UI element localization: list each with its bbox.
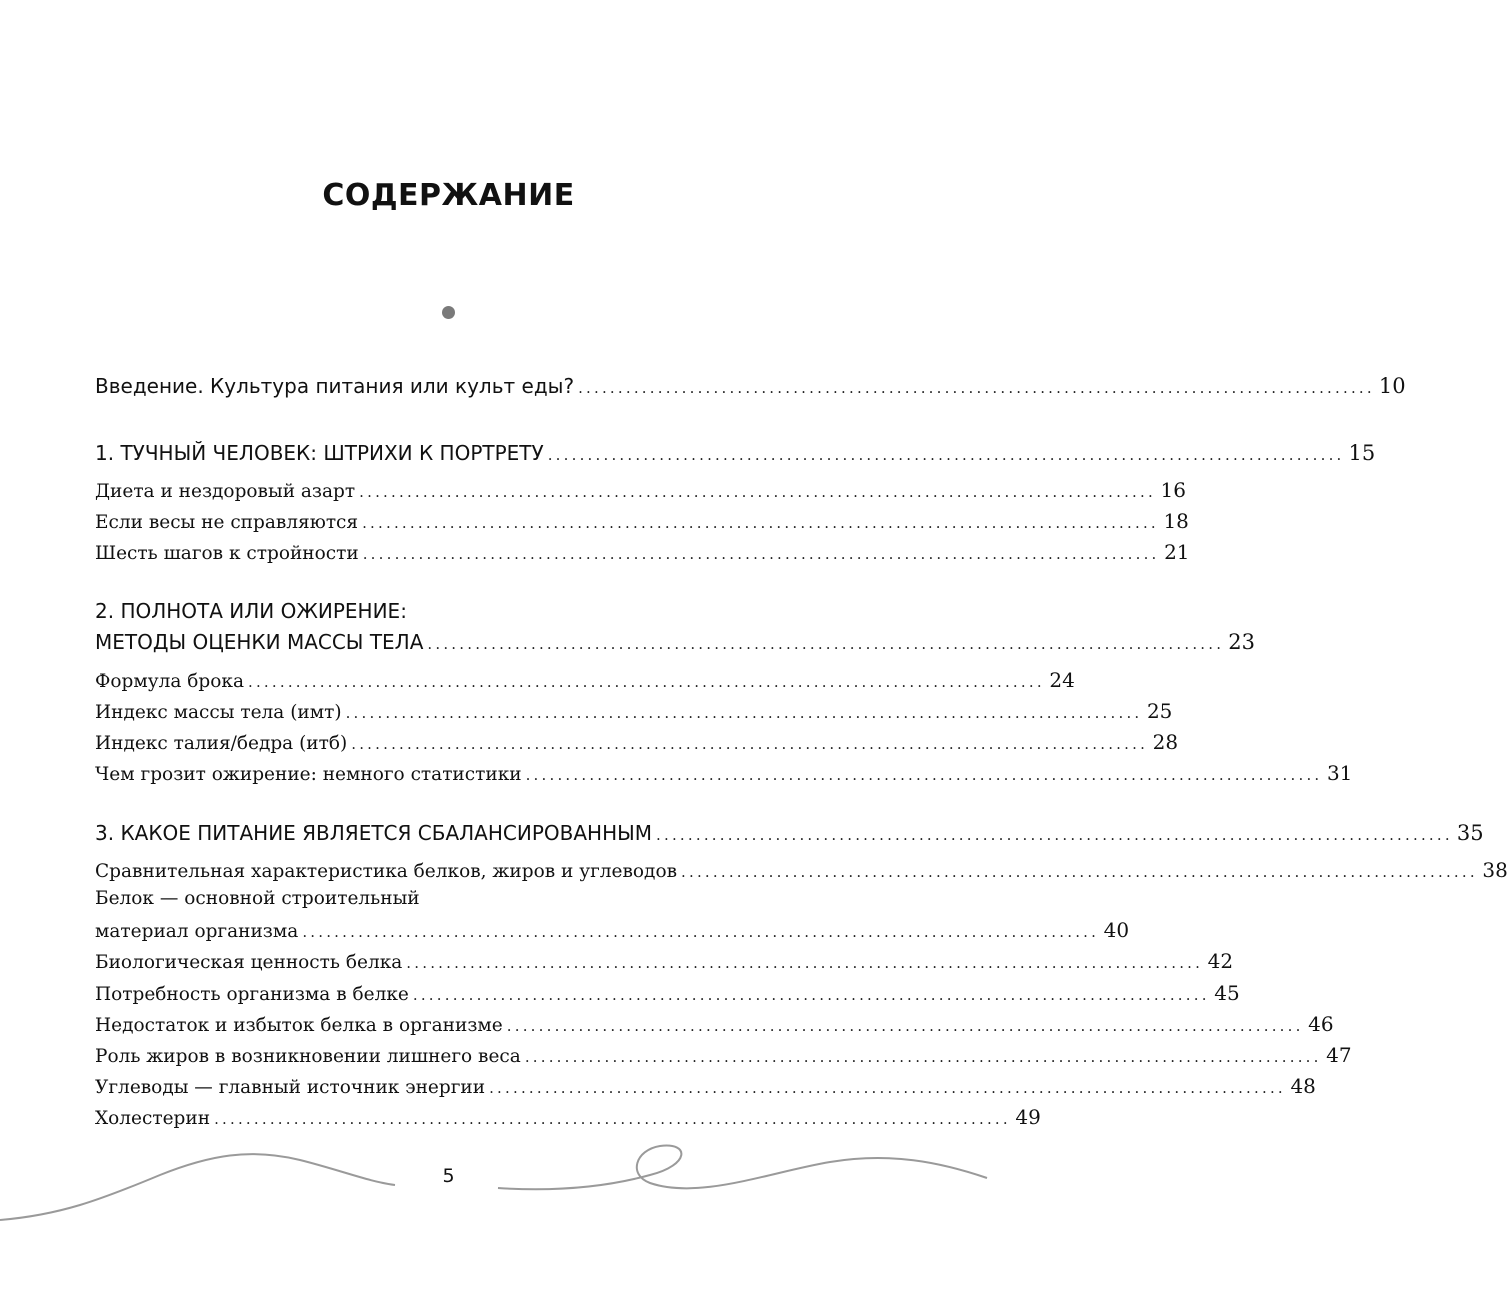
toc-entry-label: материал организма <box>95 921 299 942</box>
toc-entry[interactable] <box>95 478 1186 502</box>
leader-dots: .................................................................................................... <box>362 514 1159 532</box>
toc-page-number: 23 <box>1228 630 1255 654</box>
leader-dots: .................................................................................................... <box>351 735 1149 753</box>
toc-chapter-1[interactable] <box>95 441 1376 465</box>
leader-dots: .................................................................................................... <box>525 766 1323 784</box>
toc-entry-label: МЕТОДЫ ОЦЕНКИ МАССЫ ТЕЛА <box>95 630 424 654</box>
toc-entry-label: Шесть шагов к стройности <box>95 543 359 564</box>
leader-dots: .................................................................................................... <box>362 545 1160 563</box>
leader-dots: .................................................................................................... <box>406 954 1204 972</box>
toc-entry-label: 3. КАКОЕ ПИТАНИЕ ЯВЛЯЕТСЯ СБАЛАНСИРОВАННЫМ <box>95 821 653 845</box>
toc-entry-label: Сравнительная характеристика белков, жиров и углеводов <box>95 861 678 882</box>
toc-entry[interactable] <box>95 1043 1352 1067</box>
toc-entry-label: Индекс талия/бедра (итб) <box>95 733 348 754</box>
toc-page-number: 18 <box>1163 509 1189 533</box>
leader-dots: .................................................................................................... <box>656 826 1453 844</box>
toc-page-number: 49 <box>1015 1105 1041 1129</box>
toc-page-number: 48 <box>1290 1074 1316 1098</box>
toc-entry-line1: Белок — основной строительный <box>95 888 420 909</box>
toc-chapter-2[interactable] <box>95 630 1255 654</box>
leader-dots: .................................................................................................... <box>359 483 1156 501</box>
toc-entry[interactable] <box>95 1012 1334 1036</box>
leader-dots: .................................................................................................... <box>578 379 1375 397</box>
toc-page-number: 15 <box>1348 441 1376 465</box>
toc-page-number: 45 <box>1214 981 1240 1005</box>
toc-page-number: 21 <box>1164 540 1190 564</box>
leader-dots: .................................................................................................... <box>489 1079 1286 1097</box>
toc-page-number: 10 <box>1378 374 1406 398</box>
toc-entry-label: Углеводы — главный источник энергии <box>95 1077 486 1098</box>
toc-entry-label: Потребность организма в белке <box>95 984 409 1005</box>
toc-entry[interactable] <box>95 668 1075 692</box>
toc-page-number: 16 <box>1160 478 1186 502</box>
toc-entry[interactable] <box>95 730 1179 754</box>
toc-entry[interactable] <box>95 509 1189 533</box>
toc-entry-label: Формула брока <box>95 671 244 692</box>
toc-entry-label: Биологическая ценность белка <box>95 952 403 973</box>
toc-entry-label: Холестерин <box>95 1108 211 1129</box>
leader-dots: .................................................................................................... <box>547 446 1345 464</box>
toc-chapter-3[interactable] <box>95 821 1484 845</box>
toc-page-number: 42 <box>1207 949 1234 973</box>
page-number: 5 <box>442 1165 455 1187</box>
toc-entry[interactable] <box>95 858 1508 882</box>
toc-entry[interactable] <box>95 761 1353 785</box>
toc-entry[interactable] <box>95 918 1130 942</box>
toc-page-number: 25 <box>1146 699 1173 723</box>
toc-entry-label: Индекс массы тела (имт) <box>95 702 342 723</box>
leader-dots: .................................................................................................... <box>506 1017 1304 1035</box>
toc-entry-label: Недостаток и избыток белка в организме <box>95 1015 503 1036</box>
toc-entry-label: Диета и нездоровый азарт <box>95 481 356 502</box>
toc-entry-label: Роль жиров в возникновении лишнего веса <box>95 1046 521 1067</box>
toc-entry[interactable] <box>95 699 1173 723</box>
leader-dots: .................................................................................................... <box>345 704 1143 722</box>
toc-entry[interactable] <box>95 981 1240 1005</box>
toc-entry-label: Введение. Культура питания или культ еды? <box>95 374 575 398</box>
bullet-ornament <box>442 306 455 319</box>
toc-entry[interactable] <box>95 1074 1316 1098</box>
leader-dots: .................................................................................................... <box>681 863 1478 881</box>
leader-dots: .................................................................................................... <box>412 986 1210 1004</box>
toc-entry-label: Чем грозит ожирение: немного статистики <box>95 764 522 785</box>
toc-page-number: 35 <box>1456 821 1484 845</box>
toc-page-number: 31 <box>1326 761 1353 785</box>
toc-page-number: 46 <box>1308 1012 1334 1036</box>
toc-entry-label: Если весы не справляются <box>95 512 359 533</box>
toc-page-number: 24 <box>1049 668 1075 692</box>
toc-chapter-2-line1: 2. ПОЛНОТА ИЛИ ОЖИРЕНИЕ: <box>95 599 407 623</box>
page-title: СОДЕРЖАНИЕ <box>322 178 575 213</box>
toc-page-number: 40 <box>1103 918 1130 942</box>
toc-page-number: 28 <box>1152 730 1179 754</box>
leader-dots: .................................................................................................... <box>214 1110 1011 1128</box>
toc-entry[interactable] <box>95 540 1190 564</box>
toc-entry-label: 1. ТУЧНЫЙ ЧЕЛОВЕК: ШТРИХИ К ПОРТРЕТУ <box>95 441 544 465</box>
toc-entry[interactable] <box>95 949 1234 973</box>
leader-dots: .................................................................................................... <box>427 635 1225 653</box>
toc-page-number: 38 <box>1482 858 1508 882</box>
toc-page-number: 47 <box>1326 1043 1352 1067</box>
leader-dots: .................................................................................................... <box>524 1048 1322 1066</box>
toc-entry-intro[interactable] <box>95 374 1406 398</box>
leader-dots: .................................................................................................... <box>302 923 1100 941</box>
leader-dots: .................................................................................................... <box>248 673 1045 691</box>
